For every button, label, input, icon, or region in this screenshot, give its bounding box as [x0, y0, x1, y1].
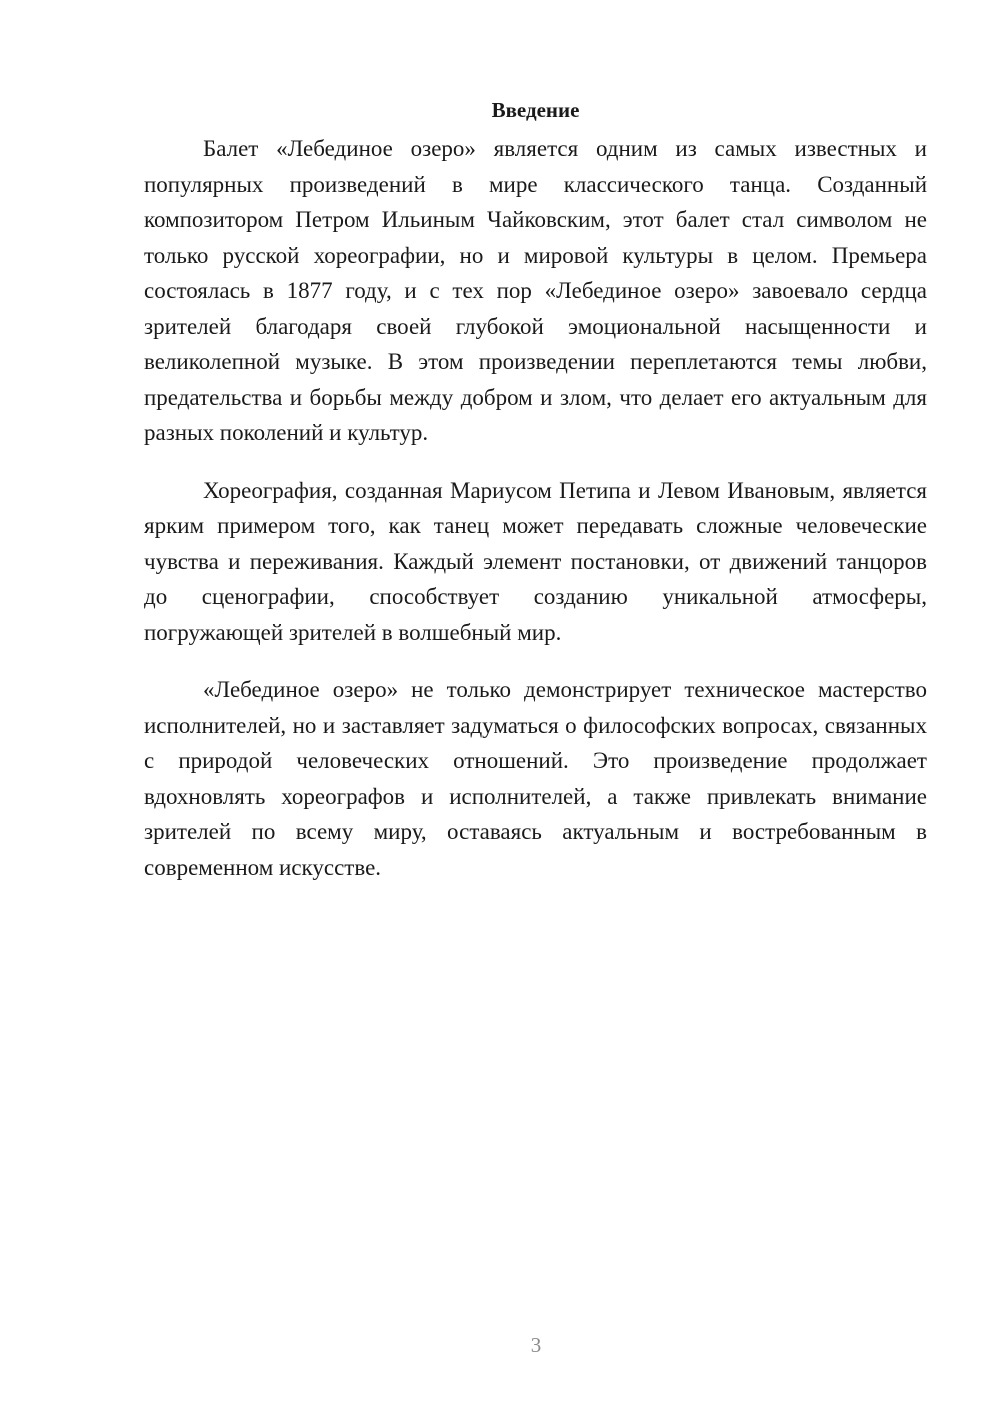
paragraph-2: Хореография, созданная Мариусом Петипа и Левом Ивановым, является ярким примером того, как танец может передавать сложные человеческие чувства и переживания. Каждый элемент постановки, от движений танцоров до сценографии, способствует созданию уникальной атмосферы, погружающей зрителей в волшебный мир. — [144, 477, 927, 645]
page-number: 3 — [530, 1333, 542, 1357]
paragraph-3: «Лебединое озеро» не только демонстрирует техническое мастерство исполнителей, но и заставляет задуматься о философских вопросах, связанных с природой человеческих отношений. Это произведение продолжает вдохновлять хореографов и исполнителей, а также привлекать внимание зрителей по всему миру, оставаясь актуальным и востребованным в современном искусстве. — [144, 677, 927, 880]
section-heading: Введение — [491, 98, 580, 122]
page-content — [144, 92, 927, 885]
paragraph-1: Балет «Лебединое озеро» является одним из самых известных и популярных произведений в мире классического танца. Созданный композитором Петром Ильиным Чайковским, этот балет стал символом не только русской хореографии, но и мировой культуры в целом. Премьера состоялась в 1877 году, и с тех пор «Лебединое озеро» завоевало сердца зрителей благодаря своей глубокой эмоциональной насыщенности и великолепной музыке. В этом произведении переплетаются темы любви, предательства и борьбы между добром и злом, что делает его актуальным для разных поколений и культур. — [144, 136, 927, 445]
